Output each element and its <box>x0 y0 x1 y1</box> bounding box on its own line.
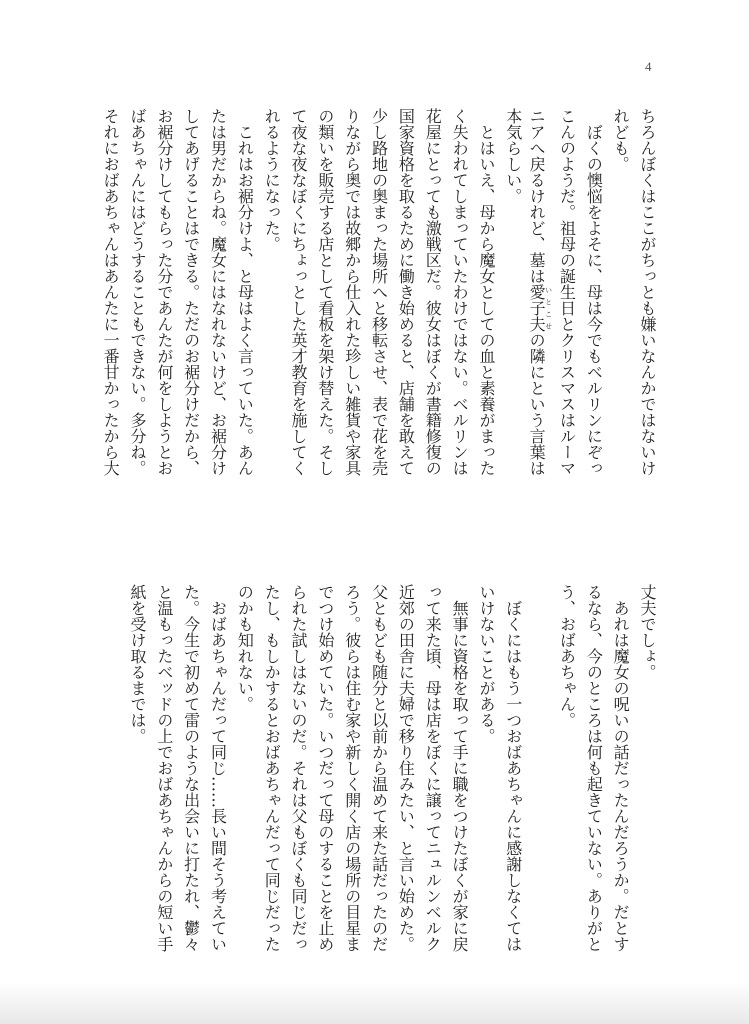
text-line: た。今生で初めて雷のような出会いに打たれ、鬱々 <box>181 584 201 952</box>
text-line: たは男だからね。魔女にはなれないけど、お裾分け <box>208 108 228 476</box>
text-line: って来た頃、母は店をぼくに譲ってニュルンベルク <box>423 584 443 952</box>
text-segment: ニアへ戻るけれど、墓は <box>527 108 547 284</box>
text-line: お裾分けしてもらった分であんたが何をしようとお <box>154 108 174 476</box>
text-line: 丈夫でしょ。 <box>638 584 657 680</box>
text-line: でつけ始めていた。いつだって母のすることを止め <box>315 584 335 952</box>
text-line: 紙を受け取るまでは。 <box>127 584 147 744</box>
blank-line <box>526 584 553 956</box>
text-line: 少し路地の奥まった場所へと移転させ、表で花を売 <box>369 108 389 476</box>
text-line: 近郊の田舎に夫婦で移り住みたい、と言い始めた。 <box>396 584 416 952</box>
text-line: こんのようだ。祖母の誕生日とクリスマスはルーマ <box>557 108 577 476</box>
text-line: 無事に資格を取って手に職をつけたぼくが家に戻 <box>450 584 470 952</box>
ruby-annotation <box>527 284 553 332</box>
text-line: う、おばあちゃん。 <box>557 584 577 728</box>
text-line: とはいえ、母から魔女としての血と素養がまった <box>476 108 496 476</box>
ruby-text: いとこせ <box>544 284 553 332</box>
text-line: りながら奥では故郷から仕入れた珍しい雑貨や家具 <box>342 108 362 476</box>
text-line: ぼくの懊悩をよそに、母は今でもベルリンにぞっ <box>584 108 604 476</box>
upper-text-block <box>96 108 660 480</box>
text-line: く失われてしまっていたわけではない。ベルリンは <box>450 108 470 476</box>
text-line: ばあちゃんにはどうすることもできない。多分ね。 <box>127 108 147 476</box>
lower-text-block <box>123 584 660 956</box>
text-line: おばあちゃんだって同じ……長い間そう考えてい <box>208 584 228 952</box>
text-line: れるようになった。 <box>262 108 282 252</box>
text-line: 父ともども随分と以前から温めて来た話だったのだ <box>369 584 389 952</box>
text-segment: の隣にという言葉は <box>527 332 547 476</box>
text-line: 本気らしい。 <box>503 108 523 204</box>
text-line: られた試しはないのだ。それは父もぼくも同じだっ <box>289 584 309 952</box>
text-line: の類いを販売する店として看板を架け替えた。そし <box>315 108 335 476</box>
text-line: たし、もしかするとおばあちゃんだって同じだった <box>262 584 282 952</box>
text-line: れども。 <box>611 108 631 172</box>
text-line: してあげることはできる。ただのお裾分けだから、 <box>181 108 201 476</box>
text-line-with-ruby <box>526 108 553 480</box>
text-line: て夜な夜なぼくにちょっとした英才教育を施してく <box>289 108 309 476</box>
text-line: ろう。彼らは住む家や新しく開く店の場所の目星ま <box>342 584 362 952</box>
page-bottom-shadow <box>0 982 749 1024</box>
page-number: 4 <box>645 59 652 74</box>
text-line: ぼくにはもう一つおばあちゃんに感謝しなくては <box>503 584 523 952</box>
text-line: ちろんぼくはここがちっとも嫌いなんかではないけ <box>638 108 657 476</box>
text-line: 国家資格を取るために働き始めると、店舗を敢えて <box>396 108 416 476</box>
text-line: あれは魔女の呪いの話だったんだろうか。だとす <box>611 584 631 952</box>
text-line: るなら、今のところは何も起きていない。ありがと <box>584 584 604 952</box>
text-line: のかも知れない。 <box>235 584 255 712</box>
text-line: いけないことがある。 <box>476 584 496 744</box>
text-line: それにおばあちゃんはあんたに一番甘かったから大 <box>101 108 121 476</box>
text-line: これはお裾分けよ、と母はよく言っていた。あん <box>235 108 255 476</box>
text-line: 花屋にとっても激戦区だ。彼女はぼくが書籍修復の <box>423 108 443 476</box>
text-line: と温もったベッドの上でおばあちゃんからの短い手 <box>154 584 174 952</box>
ruby-base: 愛子夫 <box>527 284 547 332</box>
